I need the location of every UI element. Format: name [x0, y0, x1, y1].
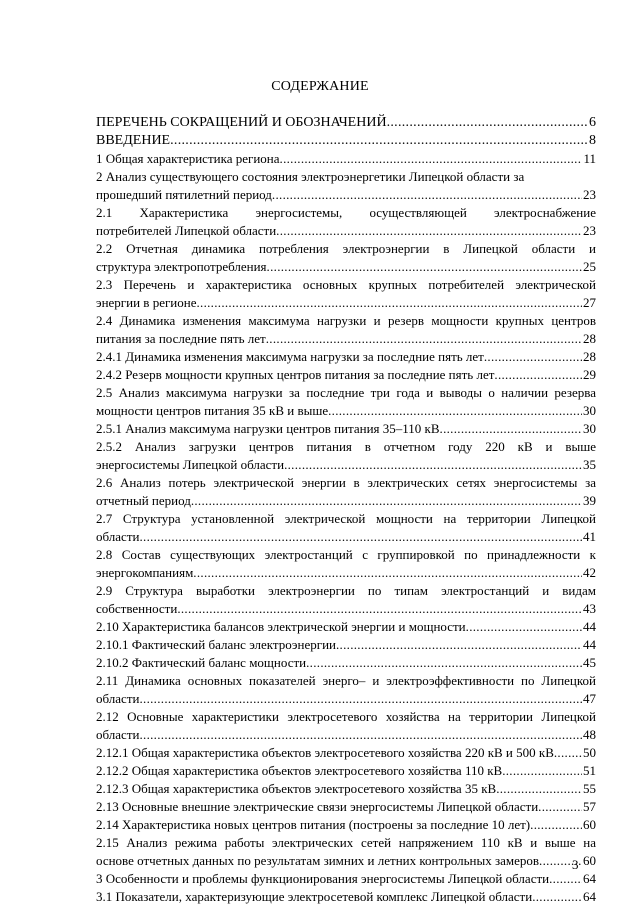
- toc-entry[interactable]: [96, 276, 596, 312]
- toc-page-number: 30: [583, 403, 596, 418]
- toc-entry[interactable]: [96, 816, 596, 834]
- toc-entry-title: 3.1 Показатели, характеризующие электросетевой комплекс Липецкой области: [96, 889, 533, 904]
- toc-page-number: 42: [583, 565, 596, 580]
- toc-entry-title: энергосистемы Липецкой области: [96, 457, 285, 472]
- toc-entry-title: 2.10.1 Фактический баланс электроэнергии: [96, 637, 336, 652]
- dot-leader: [440, 420, 582, 438]
- toc-entry-title: 2.12.1 Общая характеристика объектов электросетевого хозяйства 220 кВ и 500 кВ: [96, 745, 554, 760]
- toc-entry-title: основе отчетных данных по результатам зимних и летних контрольных замеров: [96, 853, 540, 868]
- toc-entry[interactable]: [96, 888, 596, 906]
- toc-entry[interactable]: [96, 798, 596, 816]
- toc-page-number: 28: [583, 331, 596, 346]
- toc-entry-title: 2.12.3 Общая характеристика объектов электросетевого хозяйства 35 кВ: [96, 781, 497, 796]
- page-number: 3: [572, 857, 579, 872]
- toc-entry-text: 2.9 Структура выработки электроэнергии по типам электростанций и видам: [96, 583, 596, 598]
- toc-entry[interactable]: [96, 204, 596, 240]
- toc-entry[interactable]: [96, 240, 596, 276]
- toc-entry-title: структура электропотребления: [96, 259, 267, 274]
- toc-entry[interactable]: [96, 834, 596, 870]
- toc-page-number: 44: [583, 619, 596, 634]
- toc-entry[interactable]: [96, 150, 596, 168]
- toc-page-number: 60: [583, 817, 596, 832]
- toc-entry-title: энергокомпаниям: [96, 565, 194, 580]
- dot-leader: [530, 816, 582, 834]
- toc-entry[interactable]: [96, 654, 596, 672]
- toc-entry-text: 2.8 Состав существующих электростанций с группировкой по принадлежности к: [96, 547, 596, 562]
- toc-entry-title: ПЕРЕЧЕНЬ СОКРАЩЕНИЙ И ОБОЗНАЧЕНИЙ: [96, 115, 387, 130]
- toc-entry-title: 2.4.1 Динамика изменения максимума нагрузки за последние пять лет: [96, 349, 484, 364]
- toc-entry[interactable]: [96, 384, 596, 420]
- toc-entry[interactable]: [96, 168, 596, 204]
- toc-entry[interactable]: [96, 312, 596, 348]
- dot-leader: [466, 618, 582, 636]
- dot-leader: [306, 654, 582, 672]
- toc-page-number: 55: [583, 781, 596, 796]
- toc-entry[interactable]: [96, 348, 596, 366]
- toc-page-number: 64: [583, 889, 596, 904]
- dot-leader: [494, 366, 582, 384]
- toc-entry-title: 1 Общая характеристика региона: [96, 151, 280, 166]
- toc-entry-text: 2.1 Характеристика энергосистемы, осуществляющей электроснабжение: [96, 205, 596, 220]
- toc-entry[interactable]: [96, 636, 596, 654]
- toc-entry[interactable]: [96, 546, 596, 582]
- toc-entry-text: 2.11 Динамика основных показателей энерго– и электроэффективности по Липецкой: [96, 673, 596, 688]
- toc-entry-title: собственности: [96, 601, 178, 616]
- toc-page-number: 43: [583, 601, 596, 616]
- toc-page-number: 30: [583, 421, 596, 436]
- dot-leader: [532, 888, 582, 906]
- dot-leader: [139, 726, 582, 744]
- page-title: СОДЕРЖАНИЕ: [271, 79, 369, 94]
- toc-entry[interactable]: [96, 708, 596, 744]
- dot-leader: [328, 402, 582, 420]
- toc-entry[interactable]: [96, 132, 596, 150]
- toc-entry[interactable]: [96, 438, 596, 474]
- toc-entry[interactable]: [96, 474, 596, 510]
- toc-page-number: 23: [583, 187, 596, 202]
- toc-page-number: 60: [583, 853, 596, 868]
- toc-entry[interactable]: [96, 420, 596, 438]
- toc-page-number: 41: [583, 529, 596, 544]
- toc-entry-title: 2.4.2 Резерв мощности крупных центров питания за последние пять лет: [96, 367, 495, 382]
- toc-entry-title: отчетный период: [96, 493, 191, 508]
- dot-leader: [336, 636, 582, 654]
- toc-entry-title: питания за последние пять лет: [96, 331, 266, 346]
- toc-entry[interactable]: [96, 762, 596, 780]
- dot-leader: [170, 132, 588, 150]
- toc-entry-text: 2.6 Анализ потерь электрической энергии в электрических сетях энергосистемы за: [96, 475, 596, 490]
- dot-leader: [177, 600, 582, 618]
- toc-page-number: 25: [583, 259, 596, 274]
- toc-entry-title: прошедший пятилетний период: [96, 187, 272, 202]
- dot-leader: [387, 114, 588, 132]
- toc-entry[interactable]: [96, 744, 596, 762]
- toc-entry-title: 2.10.2 Фактический баланс мощности: [96, 655, 307, 670]
- toc-entry-title: 2.14 Характеристика новых центров питания (построены за последние 10 лет): [96, 817, 531, 832]
- toc-page-number: 51: [583, 763, 596, 778]
- toc-entry[interactable]: [96, 510, 596, 546]
- toc-entry-title: 2.13 Основные внешние электрические связи энергосистемы Липецкой области: [96, 799, 539, 814]
- toc-entry-text: 2.7 Структура установленной электрической мощности на территории Липецкой: [96, 511, 596, 526]
- toc-page-number: 64: [583, 871, 596, 886]
- dot-leader: [496, 780, 582, 798]
- toc-page-number: 8: [589, 133, 596, 148]
- toc-page-number: 44: [583, 637, 596, 652]
- dot-leader: [191, 492, 582, 510]
- toc-entry[interactable]: [96, 366, 596, 384]
- toc-entry-title: области: [96, 727, 140, 742]
- toc-entry[interactable]: [96, 114, 596, 132]
- toc-entry-text: 2.2 Отчетная динамика потребления электроэнергии в Липецкой области и: [96, 241, 596, 256]
- dot-leader: [266, 330, 582, 348]
- toc-page-number: 29: [583, 367, 596, 382]
- toc-entry-title: мощности центров питания 35 кВ и выше: [96, 403, 329, 418]
- toc-page-number: 28: [583, 349, 596, 364]
- toc-entry-text: 2.3 Перечень и характеристика основных крупных потребителей электрической: [96, 277, 596, 292]
- toc-entry-text: 2.4 Динамика изменения максимума нагрузки и резерв мощности крупных центров: [96, 313, 596, 328]
- toc-page-number: 27: [583, 295, 596, 310]
- toc-page-number: 39: [583, 493, 596, 508]
- toc-page-number: 6: [589, 115, 596, 130]
- toc-entry-title: потребителей Липецкой области: [96, 223, 277, 238]
- toc-entry-title: ВВЕДЕНИЕ: [96, 133, 171, 148]
- toc-entry-title: области: [96, 529, 140, 544]
- toc-entry-title: 2.12.2 Общая характеристика объектов электросетевого хозяйства 110 кВ: [96, 763, 503, 778]
- dot-leader: [193, 564, 582, 582]
- dot-leader: [196, 294, 582, 312]
- toc-entry-title: 2.5.1 Анализ максимума нагрузки центров питания 35–110 кВ: [96, 421, 440, 436]
- dot-leader: [272, 186, 582, 204]
- dot-leader: [554, 744, 582, 762]
- toc-page-number: 57: [583, 799, 596, 814]
- toc-page-number: 23: [583, 223, 596, 238]
- toc-entry-title: 2.10 Характеристика балансов электрической энергии и мощности: [96, 619, 466, 634]
- dot-leader: [538, 798, 582, 816]
- toc-page-number: 11: [583, 151, 596, 166]
- toc-entry-text: 2.15 Анализ режима работы электрических сетей напряжением 110 кВ и выше на: [96, 835, 596, 850]
- toc-entry-text: 2 Анализ существующего состояния электроэнергетики Липецкой области за: [96, 169, 525, 184]
- toc-entry-title: энергии в регионе: [96, 295, 197, 310]
- toc-entry-text: 2.5.2 Анализ загрузки центров питания в отчетном году 220 кВ и выше: [96, 439, 596, 454]
- dot-leader: [276, 222, 582, 240]
- toc-page-number: 45: [583, 655, 596, 670]
- toc-entry[interactable]: [96, 672, 596, 708]
- toc-entry-text: 2.12 Основные характеристики электросетевого хозяйства на территории Липецкой: [96, 709, 596, 724]
- toc-entry[interactable]: [96, 870, 596, 888]
- dot-leader: [484, 348, 582, 366]
- dot-leader: [284, 456, 582, 474]
- toc-entry[interactable]: [96, 618, 596, 636]
- toc-entry-text: 2.5 Анализ максимума нагрузки за последние три года и выводы о наличии резерва: [96, 385, 596, 400]
- dot-leader: [280, 150, 583, 168]
- toc-entry[interactable]: [96, 780, 596, 798]
- table-of-contents: [96, 114, 596, 906]
- toc-page-number: 47: [583, 691, 596, 706]
- toc-entry[interactable]: [96, 582, 596, 618]
- toc-page-number: 35: [583, 457, 596, 472]
- toc-entry-title: 3 Особенности и проблемы функционирования энергосистемы Липецкой области: [96, 871, 550, 886]
- dot-leader: [139, 690, 582, 708]
- dot-leader: [139, 528, 582, 546]
- toc-page-number: 50: [583, 745, 596, 760]
- toc-entry-title: области: [96, 691, 140, 706]
- dot-leader: [502, 762, 582, 780]
- toc-page-number: 48: [583, 727, 596, 742]
- dot-leader: [267, 258, 582, 276]
